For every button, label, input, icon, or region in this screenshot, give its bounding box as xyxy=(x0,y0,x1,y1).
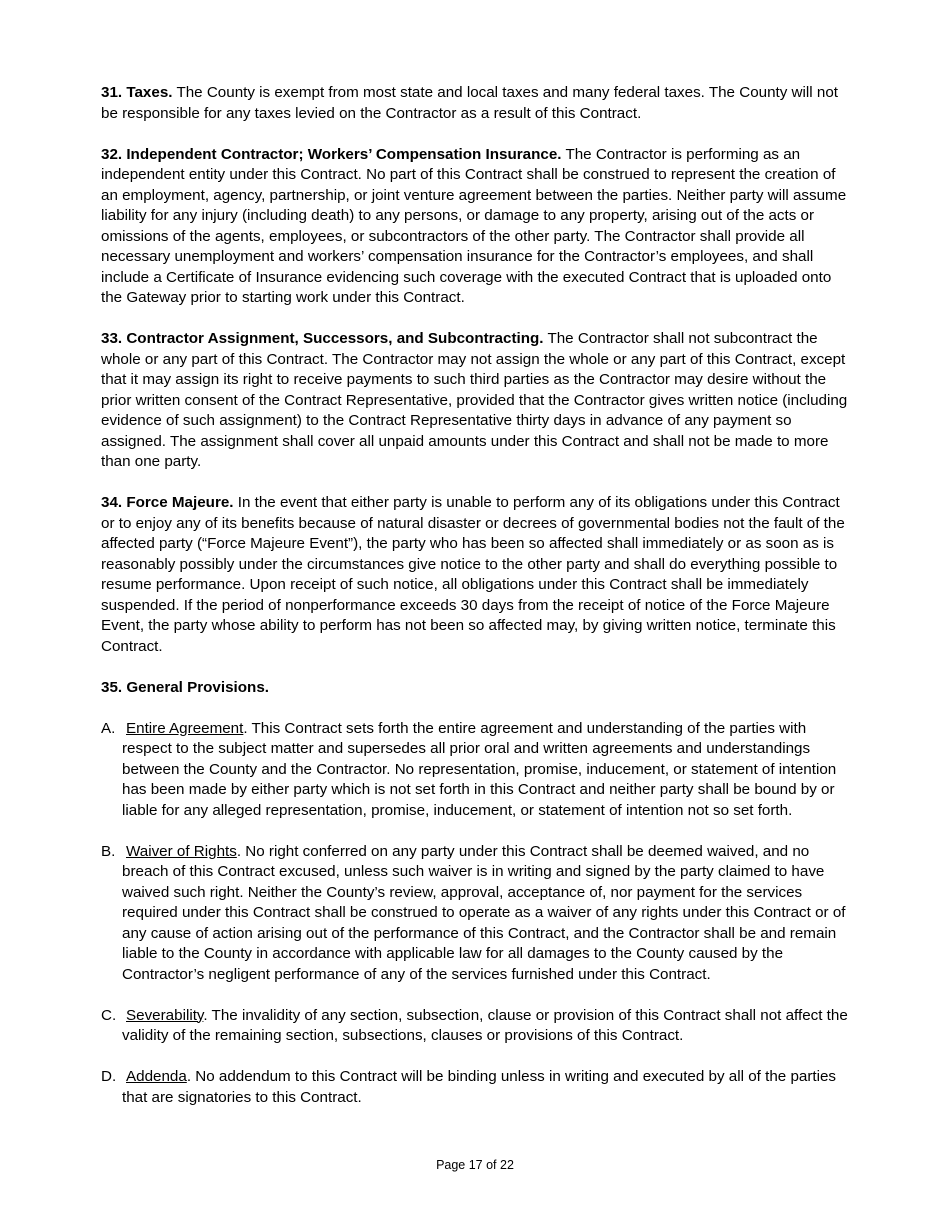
section-title: 31. Taxes. xyxy=(101,84,173,101)
section-32-independent-contractor xyxy=(101,145,853,309)
section-body: The Contractor shall not subcontract the whole or any part of this Contract. The Contractor may not assign the whole or any part of this Contract, except that it may assign its right to receive payments to such third parties as the Contractor may desire without the prior written consent of the Contract Representative, provided that the Contractor gives written notice (including evidence of such assignment) to the Contract Representative thirty days in advance of any payment so assigned. The assignment shall cover all unpaid amounts under this Contract and shall not be made to more than one party. xyxy=(101,330,848,470)
provision-d-addenda xyxy=(101,1067,853,1108)
provision-body: . The invalidity of any section, subsection, clause or provision of this Contract shall not affect the validity of the remaining section, subsections, clauses or provisions of this Contract. xyxy=(122,1006,848,1044)
provision-term: Waiver of Rights xyxy=(126,842,237,860)
section-33-assignment xyxy=(101,329,853,473)
provision-body: . This Contract sets forth the entire agreement and understanding of the parties with respect to the subject matter and supersedes all prior oral and written agreements and understandings between the County and the Contractor. No representation, promise, inducement, or statement of intention has been made by either party which is not set forth in this Contract and neither party shall be bound by or liable for any alleged representation, promise, inducement, or statement of intention not so set forth. xyxy=(122,719,837,819)
list-marker: B. xyxy=(101,842,116,860)
section-31-taxes xyxy=(101,83,853,124)
provision-c-severability xyxy=(101,1006,853,1047)
provision-a-entire-agreement xyxy=(101,719,853,822)
page-number: Page 17 of 22 xyxy=(436,1158,514,1172)
list-marker: D. xyxy=(101,1068,117,1085)
page-content xyxy=(101,83,853,1129)
section-body: In the event that either party is unable to perform any of its obligations under this Contract or to enjoy any of its benefits because of natural disaster or decrees of governmental bodies not the fault of the affected party (“Force Majeure Event”), the party who has been so affected shall immediately or as soon as is reasonably possibly under the circumstances give notice to the other party and shall do everything possible to resume performance. Upon receipt of such notice, all obligations under this Contract shall be immediately suspended. If the period of nonperformance exceeds 30 days from the receipt of notice of the Force Majeure Event, the party whose ability to perform has not been so affected may, by giving written notice, terminate this Contract. xyxy=(101,494,845,655)
provision-term: Severability xyxy=(126,1006,204,1024)
section-title: 32. Independent Contractor; Workers’ Compensation Insurance. xyxy=(101,145,562,163)
section-title: 33. Contractor Assignment, Successors, and Subcontracting. xyxy=(101,330,544,347)
provision-term: Entire Agreement xyxy=(126,719,244,737)
provision-b-waiver-of-rights xyxy=(101,842,853,986)
section-body: The County is exempt from most state and local taxes and many federal taxes. The County will not be responsible for any taxes levied on the Contractor as a result of this Contract. xyxy=(101,84,838,122)
section-34-force-majeure xyxy=(101,493,853,657)
list-marker: C. xyxy=(101,1006,117,1024)
provision-term: Addenda xyxy=(126,1068,187,1085)
provision-body: . No right conferred on any party under this Contract shall be deemed waived, and no breach of this Contract excused, unless such waiver is in writing and signed by the party claimed to have waived such right. Neither the County’s review, approval, acceptance of, nor payment for the services required under this Contract shall be construed to operate as a waiver of any rights under this Contract or of any cause of action arising out of the performance of this Contract, and the Contractor shall be and remain liable to the County in accordance with applicable law for all damages to the County caused by the Contractor’s negligent performance of any of the services furnished under this Contract. xyxy=(122,842,846,983)
provision-body: . No addendum to this Contract will be binding unless in writing and executed by all of the parties that are signatories to this Contract. xyxy=(122,1068,837,1106)
section-35-heading: 35. General Provisions. xyxy=(101,678,269,696)
section-body: The Contractor is performing as an independent entity under this Contract. No part of this Contract shall be construed to represent the creation of an employment, agency, partnership, or joint venture agreement between the parties. Neither party will assume liability for any injury (including death) to any persons, or damage to any property, arising out of the acts or omissions of the agents, employees, or subcontractors of the other party. The Contractor shall provide all necessary unemployment and workers’ compensation insurance for the Contractor’s employees, and shall include a Certificate of Insurance evidencing such coverage with the executed Contract that is uploaded onto the Gateway prior to starting work under this Contract. xyxy=(101,145,847,306)
list-marker: A. xyxy=(101,719,116,737)
section-title: 34. Force Majeure. xyxy=(101,494,234,511)
